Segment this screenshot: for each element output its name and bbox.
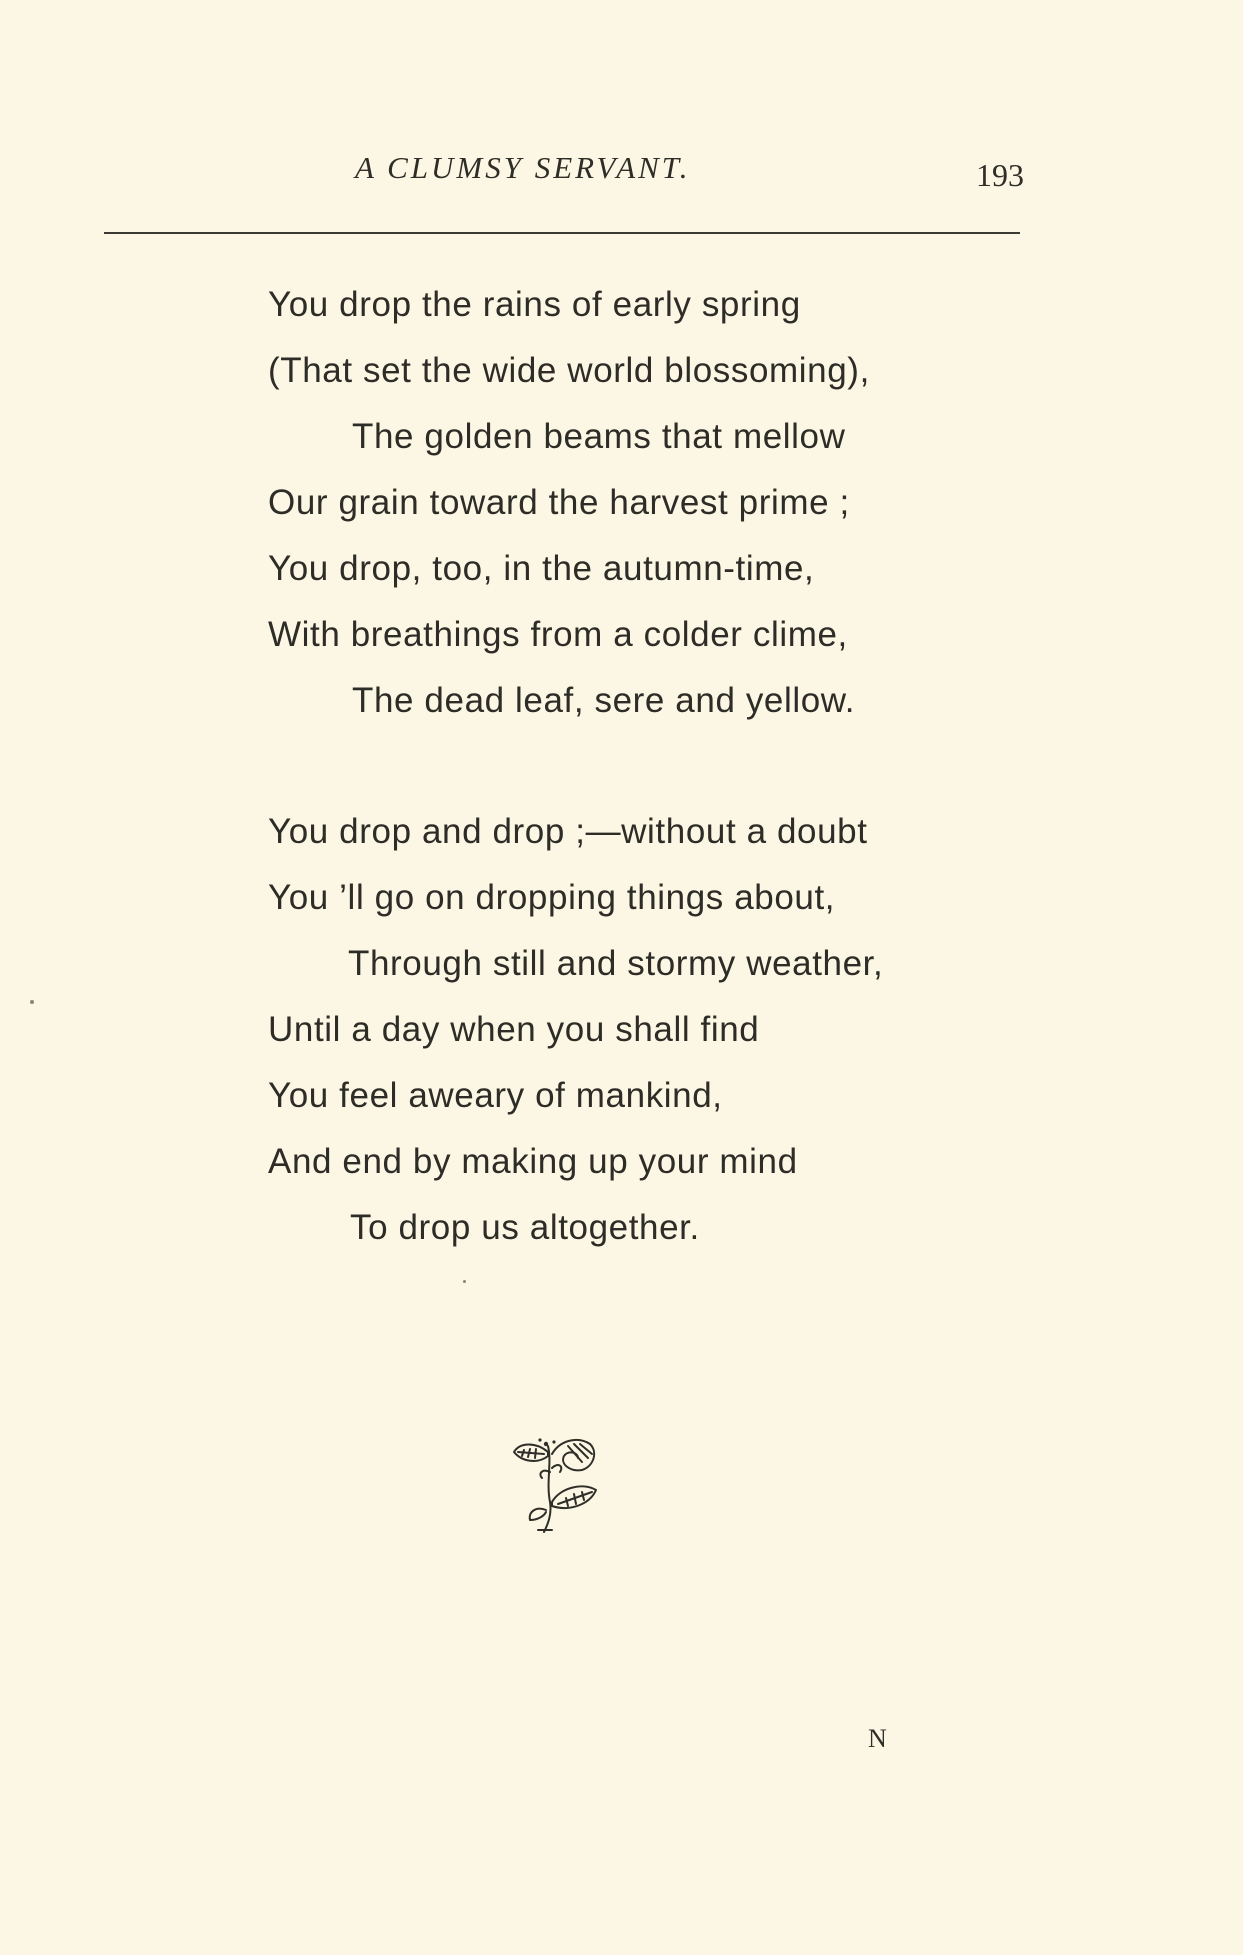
signature-mark: N bbox=[868, 1724, 887, 1753]
poem-line-indented: The golden beams that mellow bbox=[352, 417, 846, 456]
poem-line: With breathings from a colder clime, bbox=[268, 615, 848, 654]
poem-line: You drop the rains of early spring bbox=[268, 285, 801, 324]
paper-speck bbox=[30, 1000, 34, 1004]
poem-line-indented: The dead leaf, sere and yellow. bbox=[352, 681, 856, 720]
poem-line: Until a day when you shall find bbox=[268, 1010, 760, 1049]
header-rule bbox=[104, 232, 1020, 234]
poem-line: You ’ll go on dropping things about, bbox=[268, 878, 836, 917]
poem-line: You drop, too, in the autumn-time, bbox=[268, 549, 815, 588]
poem-line: (That set the wide world blossoming), bbox=[268, 351, 870, 390]
floral-fleuron-icon bbox=[508, 1432, 602, 1538]
poem-line: You drop and drop ;—without a doubt bbox=[268, 812, 868, 851]
poem-line: Our grain toward the harvest prime ; bbox=[268, 483, 850, 522]
paper-speck bbox=[463, 1280, 466, 1283]
page-number: 193 bbox=[976, 157, 1024, 193]
poem-line-indented: Through still and stormy weather, bbox=[348, 944, 884, 983]
poem-line: You feel aweary of mankind, bbox=[268, 1076, 723, 1115]
running-title: A CLUMSY SERVANT. bbox=[355, 150, 691, 185]
poem-line-indented: To drop us altogether. bbox=[350, 1208, 700, 1247]
poem-line: And end by making up your mind bbox=[268, 1142, 798, 1181]
